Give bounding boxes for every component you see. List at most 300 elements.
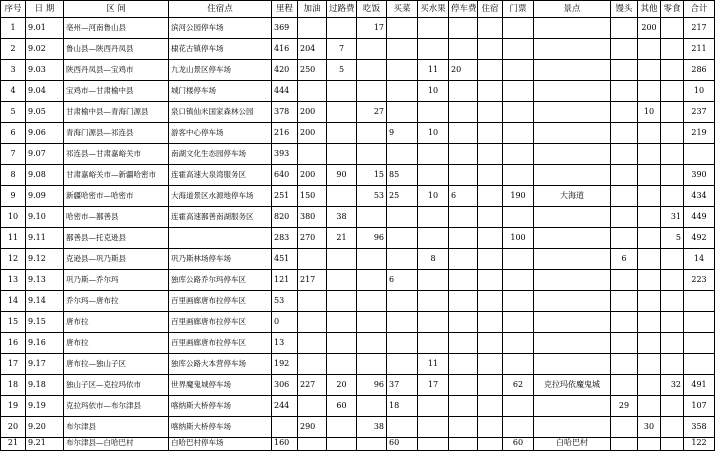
table-cell: 1 [1,18,26,39]
table-cell [478,144,503,165]
table-cell [478,60,503,81]
table-cell [638,396,661,417]
table-cell: 62 [503,375,534,396]
table-cell: 9.03 [26,60,64,81]
table-cell [357,270,387,291]
column-header: 景点 [534,1,611,18]
table-cell [449,312,478,333]
table-cell: 12 [1,249,26,270]
table-cell: 14 [684,249,715,270]
column-header: 加油 [298,1,327,18]
column-header: 吃饭 [357,1,387,18]
table-cell: 18 [1,375,26,396]
table-cell: 449 [684,207,715,228]
table-cell: 克逊县—巩乃斯县 [64,249,169,270]
table-cell: 434 [684,186,715,207]
table-cell [661,417,684,438]
table-cell: 9.12 [26,249,64,270]
table-cell [387,39,418,60]
table-cell: 227 [298,375,327,396]
table-cell [449,144,478,165]
table-cell: 9.05 [26,102,64,123]
table-cell [272,417,298,438]
table-cell: 世界魔鬼城停车场 [169,375,272,396]
table-cell [478,81,503,102]
table-cell [387,102,418,123]
table-cell [449,396,478,417]
table-cell [327,270,357,291]
table-cell [611,312,638,333]
table-cell: 85 [387,165,418,186]
column-header: 里程 [272,1,298,18]
table-cell: 21 [327,228,357,249]
table-cell: 451 [272,249,298,270]
table-cell: 克拉玛依魔鬼城 [534,375,611,396]
table-cell [638,81,661,102]
table-cell: 6 [1,123,26,144]
table-cell [611,333,638,354]
table-cell [418,144,449,165]
table-cell [478,354,503,375]
table-cell: 820 [272,207,298,228]
table-cell: 251 [272,186,298,207]
table-cell: 10 [1,207,26,228]
table-row [1,312,715,333]
table-cell [661,354,684,375]
table-cell [478,438,503,451]
table-cell: 3 [1,60,26,81]
table-cell: 白哈巴村 [534,438,611,451]
table-cell [387,228,418,249]
table-cell: 克拉玛依市—布尔津县 [64,396,169,417]
table-cell: 连霍高速大泉湾服务区 [169,165,272,186]
table-cell [534,270,611,291]
table-cell: 60 [387,438,418,451]
table-cell: 百里画廊唐布拉停车区 [169,333,272,354]
table-cell [638,228,661,249]
table-row [1,165,715,186]
table-cell: 21 [1,438,26,451]
table-cell [418,291,449,312]
table-cell [503,144,534,165]
table-cell: 15 [1,312,26,333]
table-cell [638,39,661,60]
table-row [1,39,715,60]
table-cell: 380 [298,207,327,228]
table-cell: 5 [661,228,684,249]
table-cell [503,354,534,375]
table-cell: 9.20 [26,417,64,438]
table-cell [418,207,449,228]
column-header: 停车费 [449,1,478,18]
table-cell [503,165,534,186]
column-header: 住宿点 [169,1,272,18]
table-cell: 滨河公园停车场 [169,18,272,39]
table-cell [534,333,611,354]
table-cell: 17 [357,18,387,39]
table-cell: 9.15 [26,312,64,333]
header-row [1,1,715,18]
table-cell [638,165,661,186]
table-cell [611,165,638,186]
table-cell [638,375,661,396]
table-cell [387,354,418,375]
table-cell: 306 [272,375,298,396]
table-cell [478,18,503,39]
table-row [1,249,715,270]
table-cell: 陕西丹凤县—宝鸡市 [64,60,169,81]
table-cell [449,228,478,249]
table-cell [449,165,478,186]
table-cell: 青海门源县—祁连县 [64,123,169,144]
table-cell [357,60,387,81]
table-cell [503,291,534,312]
table-cell: 100 [503,228,534,249]
table-cell: 107 [684,396,715,417]
table-cell [661,39,684,60]
table-cell: 211 [684,39,715,60]
table-cell: 白哈巴村停车场 [169,438,272,451]
table-cell: 37 [387,375,418,396]
table-cell [661,144,684,165]
table-cell: 90 [327,165,357,186]
table-cell [503,270,534,291]
table-cell [611,60,638,81]
table-cell: 219 [684,123,715,144]
table-row [1,60,715,81]
table-cell [357,144,387,165]
table-cell [449,375,478,396]
table-cell: 宝鸡市—甘肃榆中县 [64,81,169,102]
column-header: 买菜 [387,1,418,18]
table-cell: 9.16 [26,333,64,354]
table-cell: 游客中心停车场 [169,123,272,144]
table-cell: 6 [449,186,478,207]
table-row [1,291,715,312]
table-cell: 96 [357,375,387,396]
table-cell [534,396,611,417]
table-cell: 150 [298,186,327,207]
table-cell: 8 [418,249,449,270]
table-cell [611,354,638,375]
table-cell [534,291,611,312]
table-cell: 270 [298,228,327,249]
table-cell: 哈密市—鄯善县 [64,207,169,228]
table-cell [327,312,357,333]
table-cell: 8 [1,165,26,186]
table-cell [638,438,661,451]
table-cell [638,144,661,165]
table-cell [449,270,478,291]
table-cell [298,249,327,270]
table-cell: 唐布拉 [64,333,169,354]
table-cell [534,60,611,81]
table-cell [478,396,503,417]
table-cell [449,249,478,270]
column-header: 住宿 [478,1,503,18]
table-cell [611,39,638,60]
table-cell [478,333,503,354]
table-cell: 290 [298,417,327,438]
table-cell: 358 [684,417,715,438]
column-header: 门票 [503,1,534,18]
table-cell [478,291,503,312]
table-cell: 20 [327,375,357,396]
table-cell: 11 [1,228,26,249]
table-cell [387,18,418,39]
table-cell: 29 [611,396,638,417]
table-cell [638,312,661,333]
table-cell: 121 [272,270,298,291]
table-cell: 9.07 [26,144,64,165]
table-cell [478,39,503,60]
table-cell [449,207,478,228]
table-row [1,354,715,375]
table-cell: 9 [387,123,418,144]
column-header: 过路费 [327,1,357,18]
table-cell [357,312,387,333]
table-cell: 244 [272,396,298,417]
table-cell [684,144,715,165]
table-cell [327,354,357,375]
table-cell [327,333,357,354]
table-cell: 鄯善县—托克逊县 [64,228,169,249]
table-cell [534,81,611,102]
table-cell [418,396,449,417]
table-cell [503,333,534,354]
table-cell: 640 [272,165,298,186]
table-cell: 38 [357,417,387,438]
table-cell: 独山子区—克拉玛依市 [64,375,169,396]
table-cell [387,60,418,81]
table-cell: 416 [272,39,298,60]
column-header: 买水果 [418,1,449,18]
table-cell: 9.10 [26,207,64,228]
table-cell [661,81,684,102]
table-cell [357,354,387,375]
table-cell: 192 [272,354,298,375]
column-header: 序号 [1,1,26,18]
column-header: 合计 [684,1,715,18]
table-cell [503,60,534,81]
table-cell [611,18,638,39]
table-cell [638,207,661,228]
table-cell [357,39,387,60]
table-cell: 204 [298,39,327,60]
table-cell: 鲁山县—陕西丹凤县 [64,39,169,60]
column-header: 日 期 [26,1,64,18]
table-cell [661,186,684,207]
table-cell: 布尔津县—白哈巴村 [64,438,169,451]
table-cell [611,375,638,396]
table-cell: 27 [357,102,387,123]
table-cell: 60 [327,396,357,417]
table-cell [638,123,661,144]
table-cell: 9.14 [26,291,64,312]
table-cell [503,312,534,333]
table-cell: 连霍高速鄯善南湖服务区 [169,207,272,228]
table-cell [449,123,478,144]
table-cell [418,39,449,60]
table-cell: 百里画廊唐布拉停车区 [169,312,272,333]
table-cell [418,228,449,249]
table-cell: 11 [418,60,449,81]
table-row [1,396,715,417]
table-cell: 棣花古镇停车场 [169,39,272,60]
table-cell: 0 [272,312,298,333]
table-cell: 6 [387,270,418,291]
table-cell: 491 [684,375,715,396]
table-cell: 18 [387,396,418,417]
table-cell: 2 [1,39,26,60]
table-cell: 泉口镇仙米国家森林公园 [169,102,272,123]
table-cell [661,102,684,123]
column-header: 其他 [638,1,661,18]
table-cell [638,354,661,375]
table-cell: 9.02 [26,39,64,60]
table-cell [418,18,449,39]
table-cell [449,417,478,438]
table-cell [387,249,418,270]
table-cell [534,228,611,249]
table-cell [638,270,661,291]
table-cell: 286 [684,60,715,81]
table-cell: 喀纳斯大桥停车场 [169,396,272,417]
table-cell [534,354,611,375]
table-cell: 390 [684,165,715,186]
table-row [1,375,715,396]
table-cell: 7 [327,39,357,60]
table-cell [418,165,449,186]
table-cell [611,186,638,207]
table-cell: 亳州—河南鲁山县 [64,18,169,39]
table-cell [449,39,478,60]
table-cell: 乔尔玛—唐布拉 [64,291,169,312]
table-cell: 217 [684,18,715,39]
table-cell: 53 [272,291,298,312]
table-cell [387,333,418,354]
table-cell [327,18,357,39]
table-cell [503,396,534,417]
table-cell: 独库公路乔尔玛停车区 [169,270,272,291]
table-cell [661,18,684,39]
table-cell [684,333,715,354]
table-cell [611,438,638,451]
table-cell [503,81,534,102]
table-cell [449,354,478,375]
table-cell [327,438,357,451]
column-header: 馒头 [611,1,638,18]
table-row [1,417,715,438]
table-cell: 237 [684,102,715,123]
table-cell: 190 [503,186,534,207]
table-cell: 11 [418,354,449,375]
table-row [1,207,715,228]
table-cell: 444 [272,81,298,102]
table-cell: 492 [684,228,715,249]
table-cell [661,438,684,451]
table-cell: 9.11 [26,228,64,249]
table-cell [661,270,684,291]
table-cell [478,228,503,249]
table-cell: 378 [272,102,298,123]
table-cell: 巩乃斯—乔尔玛 [64,270,169,291]
table-cell: 城门楼停车场 [169,81,272,102]
table-cell: 唐布拉 [64,312,169,333]
table-cell [503,39,534,60]
table-cell [418,102,449,123]
table-cell [478,312,503,333]
table-cell [534,165,611,186]
table-cell [327,81,357,102]
table-cell: 9.18 [26,375,64,396]
table-cell [611,417,638,438]
table-cell [327,186,357,207]
table-cell [503,123,534,144]
table-cell [357,207,387,228]
column-header: 零食 [661,1,684,18]
table-cell: 9 [1,186,26,207]
table-cell [684,291,715,312]
table-cell: 7 [1,144,26,165]
table-cell: 393 [272,144,298,165]
table-cell [418,438,449,451]
table-cell: 10 [418,186,449,207]
table-row [1,270,715,291]
table-cell [638,291,661,312]
table-row [1,18,715,39]
table-cell: 32 [661,375,684,396]
table-cell [611,207,638,228]
table-cell [611,81,638,102]
table-cell: 9.09 [26,186,64,207]
table-cell: 布尔津县 [64,417,169,438]
table-cell [449,81,478,102]
table-cell [298,144,327,165]
table-cell [534,144,611,165]
table-cell: 9.01 [26,18,64,39]
table-cell: 独库公路大本营停车场 [169,354,272,375]
table-cell [661,396,684,417]
table-cell [534,207,611,228]
table-cell [503,417,534,438]
table-cell [661,123,684,144]
table-cell [357,123,387,144]
table-cell [534,102,611,123]
table-cell: 19 [1,396,26,417]
table-cell: 喀纳斯大桥停车场 [169,417,272,438]
table-cell: 甘肃嘉峪关市—新疆哈密市 [64,165,169,186]
table-cell [503,18,534,39]
table-cell: 5 [1,102,26,123]
table-cell: 唐布拉—独山子区 [64,354,169,375]
table-cell [357,396,387,417]
table-cell: 200 [298,123,327,144]
table-cell [611,291,638,312]
table-cell: 20 [449,60,478,81]
table-cell [327,249,357,270]
table-cell [503,102,534,123]
table-cell: 369 [272,18,298,39]
table-cell: 96 [357,228,387,249]
table-cell [387,417,418,438]
table-cell: 10 [418,81,449,102]
table-cell: 新疆哈密市—哈密市 [64,186,169,207]
table-cell: 9.13 [26,270,64,291]
table-cell [357,81,387,102]
table-cell [449,291,478,312]
table-cell [357,333,387,354]
